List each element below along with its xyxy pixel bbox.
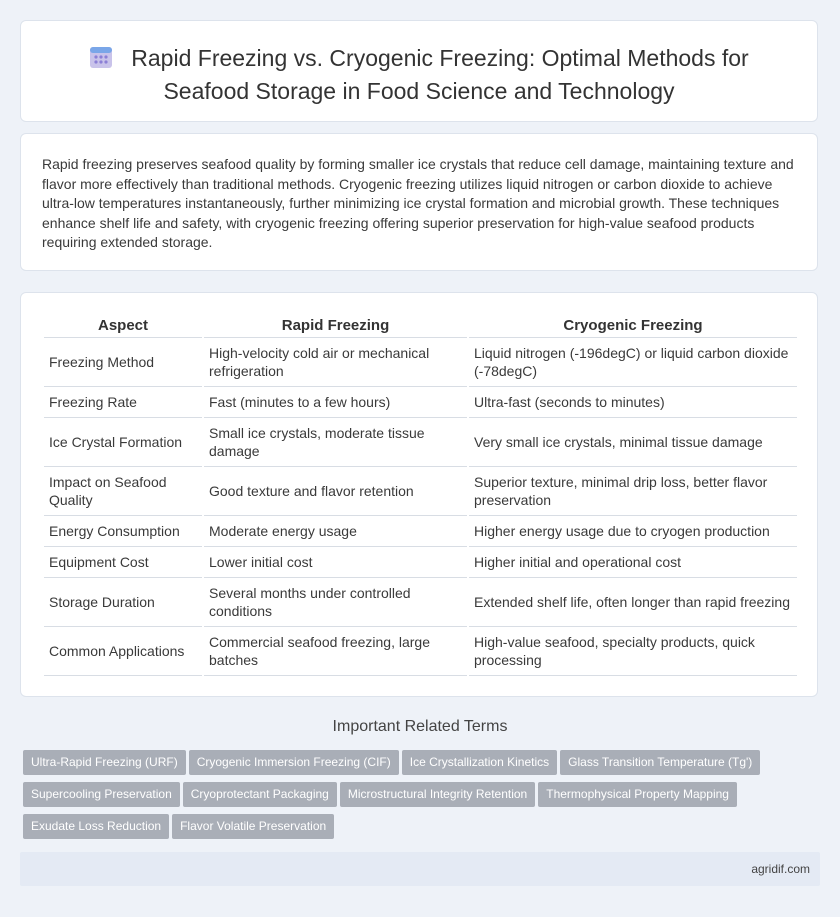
cell-cryogenic: Liquid nitrogen (-196degC) or liquid carbon dioxide (-78degC) [469, 338, 797, 387]
cell-aspect: Energy Consumption [44, 516, 202, 547]
cell-rapid: Lower initial cost [204, 547, 467, 578]
related-term-tag[interactable]: Microstructural Integrity Retention [340, 782, 535, 807]
related-terms-list [23, 750, 813, 846]
title-card [20, 20, 818, 122]
cell-aspect: Freezing Method [44, 338, 202, 387]
table-row [44, 387, 797, 418]
table-row [44, 547, 797, 578]
cell-cryogenic: Very small ice crystals, minimal tissue damage [469, 418, 797, 467]
related-term-tag[interactable]: Cryogenic Immersion Freezing (CIF) [189, 750, 399, 775]
table-row [44, 627, 797, 676]
header-aspect: Aspect [44, 313, 202, 338]
related-term-tag[interactable]: Flavor Volatile Preservation [172, 814, 334, 839]
related-term-tag[interactable]: Ice Crystallization Kinetics [402, 750, 557, 775]
cell-aspect: Impact on Seafood Quality [44, 467, 202, 516]
footer [20, 852, 820, 886]
table-row [44, 578, 797, 627]
title-line-2: Seafood Storage in Food Science and Technology [163, 78, 675, 104]
cell-rapid: Moderate energy usage [204, 516, 467, 547]
table-row [44, 516, 797, 547]
related-term-tag[interactable]: Supercooling Preservation [23, 782, 180, 807]
cell-aspect: Storage Duration [44, 578, 202, 627]
calendar-icon [89, 45, 113, 76]
cell-rapid: Small ice crystals, moderate tissue damage [204, 418, 467, 467]
summary-text: Rapid freezing preserves seafood quality by forming smaller ice crystals that reduce cell damage, maintaining texture and flavor more effectively than traditional methods. Cryogenic freezing utilizes liquid nitrogen or carbon dioxide to achieve ultra-low temperatures instantaneously, further minimizing ice crystal formation and microbial growth. These techniques enhance shelf life and safety, with cryogenic freezing offering superior preservation for high-value seafood products requiring extended storage. [42, 156, 794, 250]
header-cryogenic: Cryogenic Freezing [469, 313, 797, 338]
header-rapid: Rapid Freezing [204, 313, 467, 338]
cell-aspect: Equipment Cost [44, 547, 202, 578]
cell-cryogenic: Higher energy usage due to cryogen production [469, 516, 797, 547]
comparison-card [20, 292, 818, 697]
cell-cryogenic: Extended shelf life, often longer than rapid freezing [469, 578, 797, 627]
summary-card [20, 133, 818, 271]
comparison-table [42, 313, 799, 676]
cell-rapid: Several months under controlled conditions [204, 578, 467, 627]
table-header-row [44, 313, 797, 338]
table-row [44, 338, 797, 387]
title-line-1: Rapid Freezing vs. Cryogenic Freezing: Optimal Methods for [131, 45, 749, 71]
cell-cryogenic: Superior texture, minimal drip loss, better flavor preservation [469, 467, 797, 516]
cell-cryogenic: Ultra-fast (seconds to minutes) [469, 387, 797, 418]
related-term-tag[interactable]: Ultra-Rapid Freezing (URF) [23, 750, 186, 775]
page-title [21, 43, 817, 106]
cell-aspect: Freezing Rate [44, 387, 202, 418]
cell-aspect: Common Applications [44, 627, 202, 676]
cell-cryogenic: Higher initial and operational cost [469, 547, 797, 578]
footer-site-link[interactable]: agridif.com [751, 862, 810, 876]
related-term-tag[interactable]: Exudate Loss Reduction [23, 814, 169, 839]
cell-cryogenic: High-value seafood, specialty products, quick processing [469, 627, 797, 676]
related-term-tag[interactable]: Glass Transition Temperature (Tg') [560, 750, 760, 775]
table-row [44, 418, 797, 467]
cell-rapid: Fast (minutes to a few hours) [204, 387, 467, 418]
table-row [44, 467, 797, 516]
cell-rapid: High-velocity cold air or mechanical refrigeration [204, 338, 467, 387]
related-term-tag[interactable]: Thermophysical Property Mapping [538, 782, 737, 807]
related-term-tag[interactable]: Cryoprotectant Packaging [183, 782, 337, 807]
related-terms-title: Important Related Terms [332, 718, 508, 735]
cell-rapid: Commercial seafood freezing, large batches [204, 627, 467, 676]
cell-rapid: Good texture and flavor retention [204, 467, 467, 516]
cell-aspect: Ice Crystal Formation [44, 418, 202, 467]
